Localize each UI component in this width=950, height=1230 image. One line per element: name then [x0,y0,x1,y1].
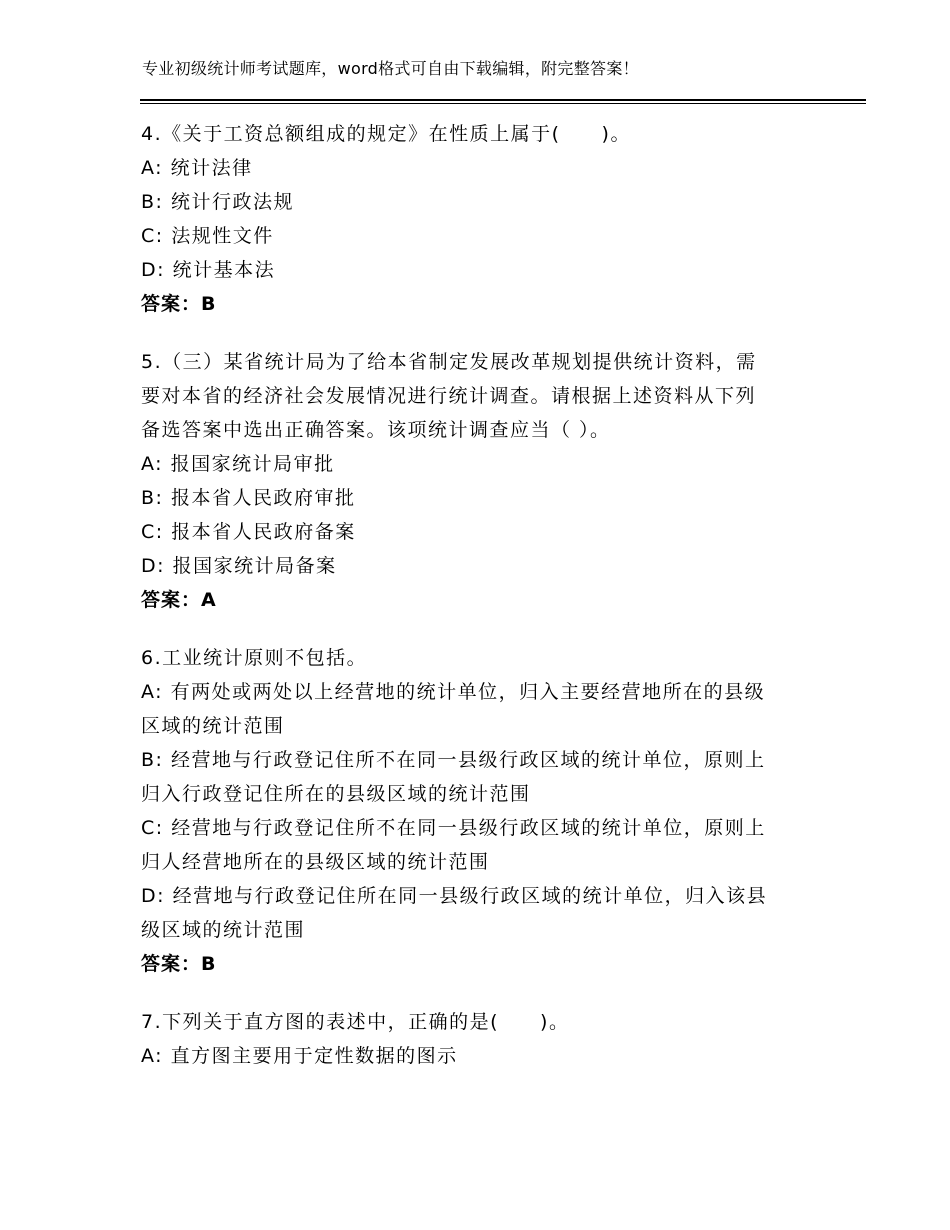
question-stem: 要对本省的经济社会发展情况进行统计调查。请根据上述资料从下列 [141,385,757,407]
question-stem: 4.《关于工资总额组成的规定》在性质上属于( )。 [141,123,631,145]
header-rule-thin [140,103,866,104]
option-b: B: 统计行政法规 [141,191,294,213]
question-stem: 备选答案中选出正确答案。该项统计调查应当（ ）。 [141,419,611,441]
question-7 [141,1005,821,1073]
header-rule-thick [140,99,866,101]
option-d: D: 经营地与行政登记住所在同一县级行政区域的统计单位，归入该县 [141,885,768,907]
option-a-cont: 区域的统计范围 [141,715,285,737]
option-c: C: 法规性文件 [141,225,274,247]
question-5 [141,345,821,617]
option-a: A: 直方图主要用于定性数据的图示 [141,1045,458,1067]
option-c: C: 报本省人民政府备案 [141,521,356,543]
option-b: B: 经营地与行政登记住所不在同一县级行政区域的统计单位，原则上 [141,749,766,771]
question-6 [141,641,821,981]
option-b: B: 报本省人民政府审批 [141,487,356,509]
option-c-cont: 归人经营地所在的县级区域的统计范围 [141,851,490,873]
answer-label: 答案：B [141,293,217,315]
question-stem: 7.下列关于直方图的表述中，正确的是( )。 [141,1011,570,1033]
option-b-cont: 归入行政登记住所在的县级区域的统计范围 [141,783,531,805]
answer-label: 答案：B [141,953,217,975]
option-a: A: 有两处或两处以上经营地的统计单位，归入主要经营地所在的县级 [141,681,766,703]
question-stem: 5.（三）某省统计局为了给本省制定发展改革规划提供统计资料，需 [141,351,757,373]
page-header: 专业初级统计师考试题库，word格式可自由下载编辑，附完整答案！ [142,59,639,78]
answer-label: 答案：A [141,589,217,611]
option-c: C: 经营地与行政登记住所不在同一县级行政区域的统计单位，原则上 [141,817,766,839]
question-stem: 6.工业统计原则不包括。 [141,647,368,669]
question-list [141,117,821,1097]
option-a: A: 报国家统计局审批 [141,453,335,475]
option-a: A: 统计法律 [141,157,253,179]
option-d-cont: 级区域的统计范围 [141,919,306,941]
option-d: D: 报国家统计局备案 [141,555,337,577]
option-d: D: 统计基本法 [141,259,276,281]
question-4 [141,117,821,321]
